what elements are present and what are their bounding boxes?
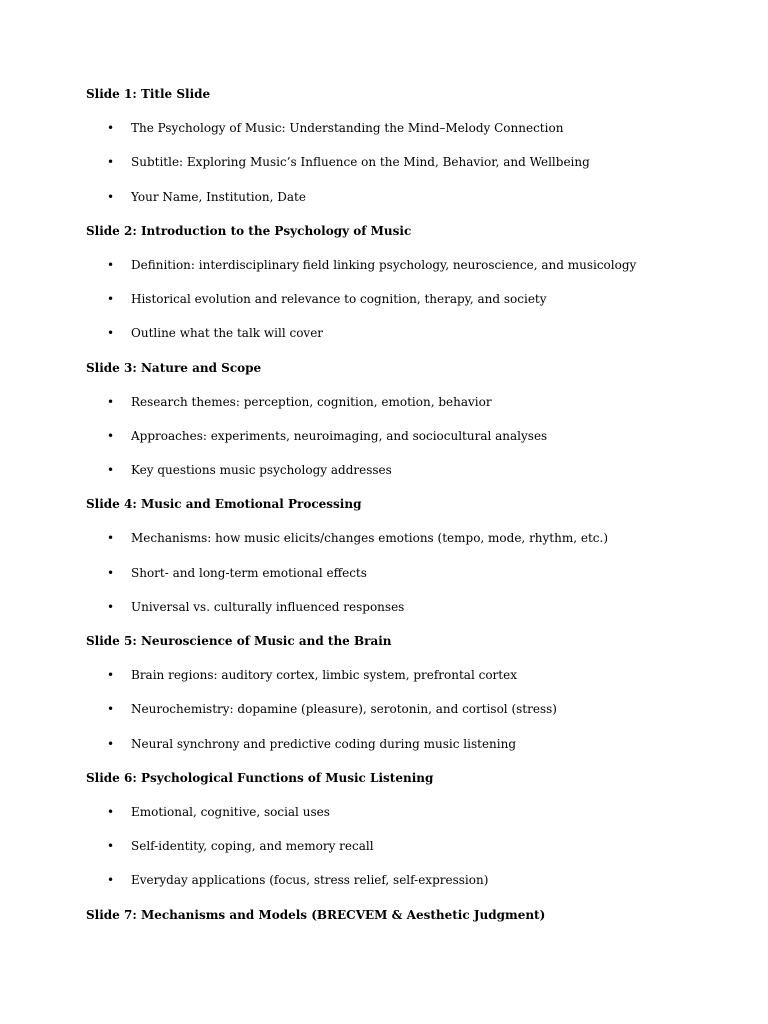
bullet-text: Universal vs. culturally influenced responses xyxy=(131,599,405,614)
bullet-list xyxy=(86,120,726,223)
bullet-text: Historical evolution and relevance to cognition, therapy, and society xyxy=(131,292,547,307)
bullet-list xyxy=(86,804,726,907)
list-item xyxy=(86,565,726,599)
bullet-text: Neural synchrony and predictive coding during music listening xyxy=(131,736,517,751)
document-body xyxy=(86,86,726,941)
bullet-icon: • xyxy=(107,839,115,854)
slide-section xyxy=(86,360,726,497)
bullet-icon: • xyxy=(107,599,115,614)
bullet-icon: • xyxy=(107,873,115,888)
bullet-text: Subtitle: Exploring Music’s Influence on the Mind, Behavior, and Wellbeing xyxy=(131,155,590,170)
bullet-icon: • xyxy=(107,531,115,546)
slide-section xyxy=(86,633,726,770)
list-item xyxy=(86,120,726,154)
bullet-icon: • xyxy=(107,155,115,170)
list-item xyxy=(86,736,726,770)
bullet-text: Definition: interdisciplinary field linking psychology, neuroscience, and musicology xyxy=(131,257,637,272)
bullet-icon: • xyxy=(107,804,115,819)
bullet-icon: • xyxy=(107,463,115,478)
list-item xyxy=(86,701,726,735)
list-item xyxy=(86,667,726,701)
bullet-text: Self-identity, coping, and memory recall xyxy=(131,839,374,854)
bullet-text: Short- and long-term emotional effects xyxy=(131,565,367,580)
bullet-text: Outline what the talk will cover xyxy=(131,326,324,341)
bullet-icon: • xyxy=(107,121,115,136)
list-item xyxy=(86,599,726,633)
bullet-text: Research themes: perception, cognition, emotion, behavior xyxy=(131,394,492,409)
list-item xyxy=(86,291,726,325)
bullet-text: Neurochemistry: dopamine (pleasure), serotonin, and cortisol (stress) xyxy=(131,702,557,717)
slide-heading: Slide 7: Mechanisms and Models (BRECVEM & Aesthetic Judgment) xyxy=(86,907,546,922)
list-item xyxy=(86,394,726,428)
bullet-text: Brain regions: auditory cortex, limbic system, prefrontal cortex xyxy=(131,668,517,683)
bullet-list xyxy=(86,530,726,633)
slide-section xyxy=(86,907,726,941)
slide-heading: Slide 4: Music and Emotional Processing xyxy=(86,497,362,512)
bullet-icon: • xyxy=(107,428,115,443)
list-item xyxy=(86,838,726,872)
bullet-icon: • xyxy=(107,257,115,272)
list-item xyxy=(86,872,726,906)
list-item xyxy=(86,462,726,496)
bullet-icon: • xyxy=(107,736,115,751)
list-item xyxy=(86,189,726,223)
bullet-text: Everyday applications (focus, stress relief, self-expression) xyxy=(131,873,489,888)
bullet-text: Mechanisms: how music elicits/changes emotions (tempo, mode, rhythm, etc.) xyxy=(131,531,609,546)
bullet-list xyxy=(86,257,726,360)
slide-heading: Slide 1: Title Slide xyxy=(86,87,211,101)
slide-heading: Slide 2: Introduction to the Psychology of Music xyxy=(86,223,412,238)
list-item xyxy=(86,530,726,564)
bullet-text: The Psychology of Music: Understanding the Mind–Melody Connection xyxy=(131,121,564,136)
list-item xyxy=(86,257,726,291)
bullet-list xyxy=(86,667,726,770)
slide-section xyxy=(86,770,726,907)
slide-section xyxy=(86,496,726,633)
list-item xyxy=(86,428,726,462)
slide-heading: Slide 3: Nature and Scope xyxy=(86,360,262,375)
slide-heading: Slide 6: Psychological Functions of Music Listening xyxy=(86,770,434,785)
bullet-icon: • xyxy=(107,292,115,307)
list-item xyxy=(86,804,726,838)
list-item xyxy=(86,154,726,188)
bullet-text: Approaches: experiments, neuroimaging, and sociocultural analyses xyxy=(131,428,548,443)
slide-heading: Slide 5: Neuroscience of Music and the Brain xyxy=(86,634,392,648)
bullet-list xyxy=(86,394,726,497)
bullet-icon: • xyxy=(107,565,115,580)
slide-section xyxy=(86,86,726,223)
bullet-icon: • xyxy=(107,702,115,717)
list-item xyxy=(86,325,726,359)
bullet-text: Your Name, Institution, Date xyxy=(131,189,306,204)
slide-section xyxy=(86,223,726,360)
bullet-text: Emotional, cognitive, social uses xyxy=(131,804,330,819)
bullet-text: Key questions music psychology addresses xyxy=(131,463,392,478)
bullet-icon: • xyxy=(107,189,115,204)
bullet-icon: • xyxy=(107,326,115,341)
bullet-icon: • xyxy=(107,668,115,683)
bullet-icon: • xyxy=(107,394,115,409)
